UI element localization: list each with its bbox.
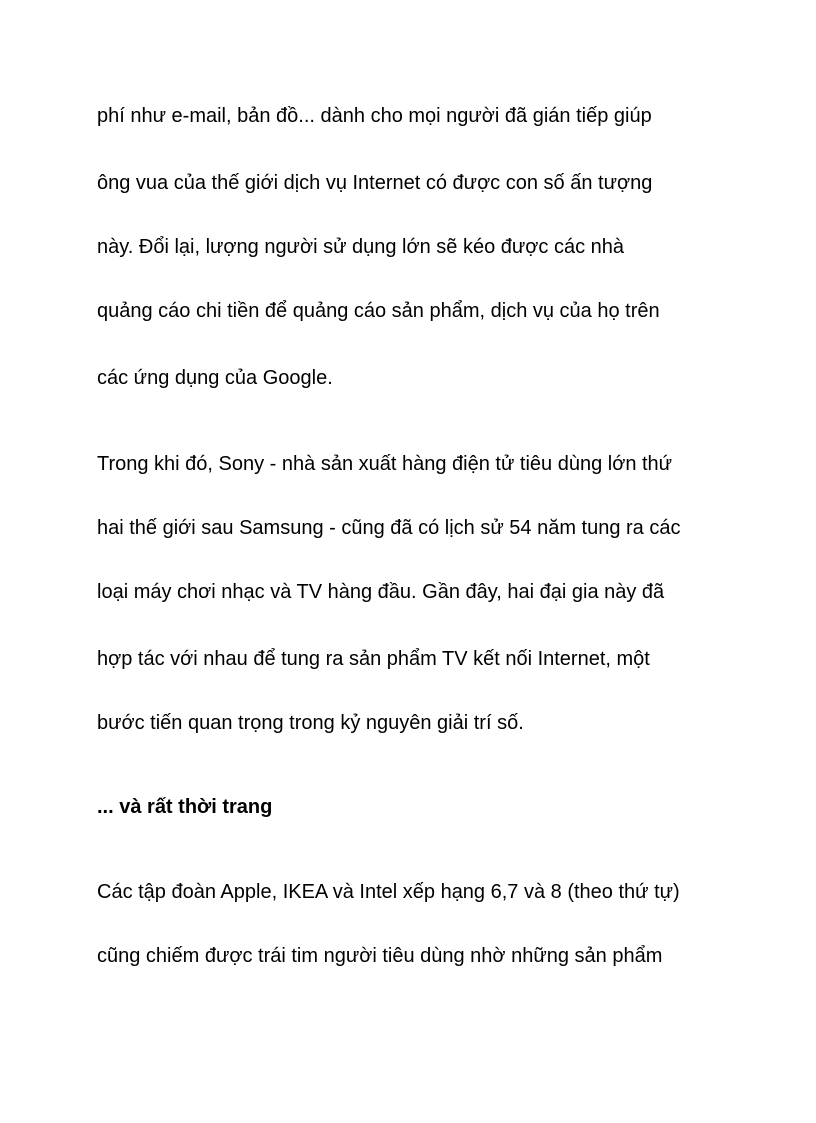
text-line: phí như e-mail, bản đồ... dành cho mọi người đã gián tiếp giúp (97, 105, 652, 127)
text-line: Các tập đoàn Apple, IKEA và Intel xếp hạng 6,7 và 8 (theo thứ tự) (97, 881, 680, 903)
text-line: này. Đổi lại, lượng người sử dụng lớn sẽ kéo được các nhà (97, 236, 625, 258)
text-line: quảng cáo chi tiền để quảng cáo sản phẩm, dịch vụ của họ trên (97, 300, 660, 322)
text-line: bước tiến quan trọng trong kỷ nguyên giải trí số. (97, 712, 524, 734)
text-line: hợp tác với nhau để tung ra sản phẩm TV kết nối Internet, một (97, 648, 650, 670)
text-line: loại máy chơi nhạc và TV hàng đầu. Gần đây, hai đại gia này đã (97, 581, 665, 603)
text-line: Trong khi đó, Sony - nhà sản xuất hàng điện tử tiêu dùng lớn thứ (97, 453, 673, 475)
text-line: ông vua của thế giới dịch vụ Internet có được con số ấn tượng (97, 172, 653, 194)
text-line: các ứng dụng của Google. (97, 367, 333, 389)
text-line: hai thế giới sau Samsung - cũng đã có lịch sử 54 năm tung ra các (97, 517, 681, 539)
section-heading: ... và rất thời trang (97, 796, 273, 818)
text-line: cũng chiếm được trái tim người tiêu dùng nhờ những sản phẩm (97, 945, 663, 967)
